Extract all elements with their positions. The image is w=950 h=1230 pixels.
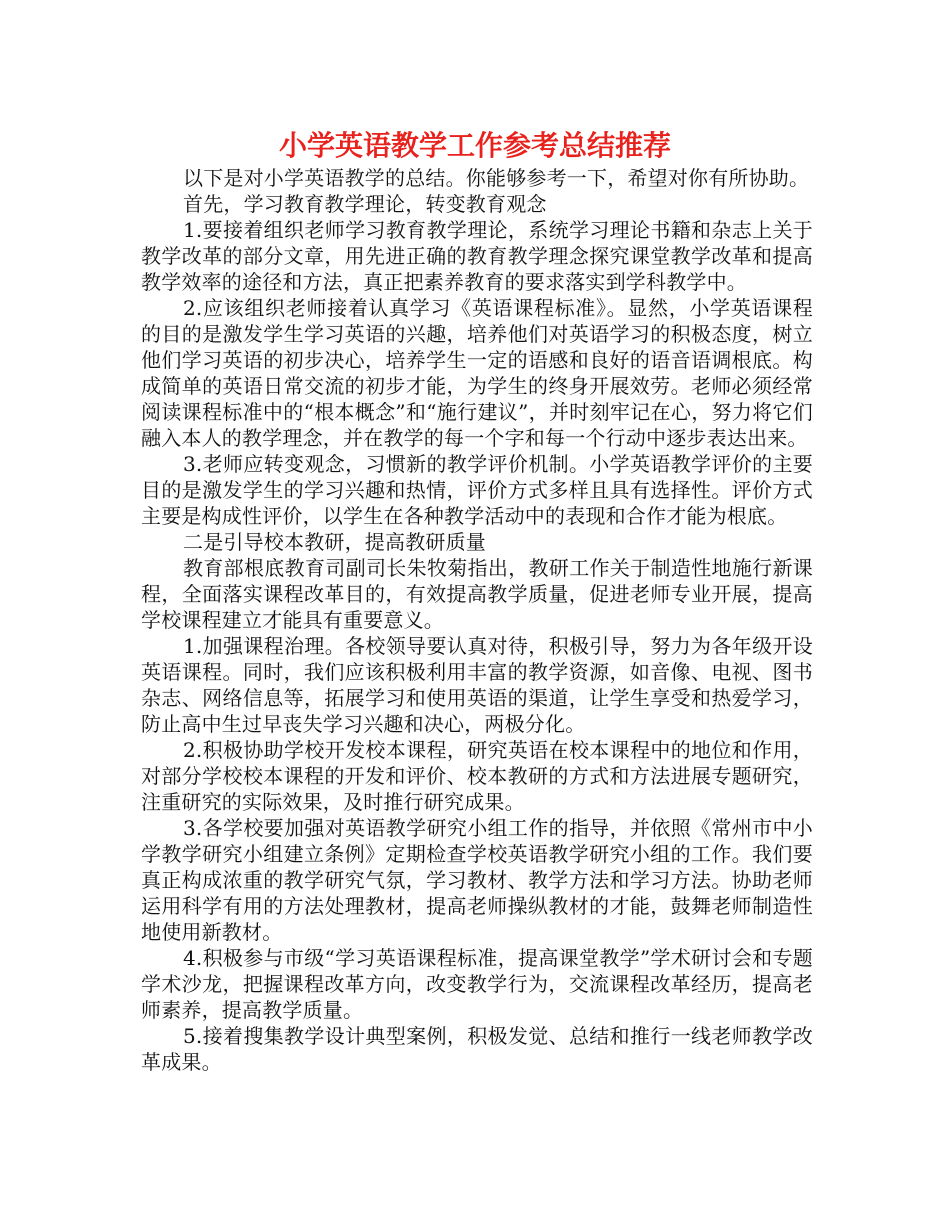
- paragraph-intro: 以下是对小学英语教学的总结。你能够参考一下，希望对你有所协助。: [183, 166, 810, 190]
- section-heading-1: 首先，学习教育教学理论，转变教育观念: [183, 192, 547, 216]
- document-title: 小学英语教学工作参考总结推荐: [278, 129, 671, 162]
- paragraph: 教育部根底教育司副司长朱牧菊指出，教研工作关于制造性地施行新课程，全面落实课程改革目的，有效提高教学质量，促进老师专业开展，提高学校课程建立才能具有重要意义。: [141, 556, 813, 632]
- paragraph: 4.积极参与市级“学习英语课程标准，提高课堂教学”学术研讨会和专题学术沙龙，把握课程改革方向，改变教学行为，交流课程改革经历，提高老师素养，提高教学质量。: [141, 946, 813, 1022]
- paragraph: 2.积极协助学校开发校本课程，研究英语在校本课程中的地位和作用，对部分学校校本课程的开发和评价、校本教研的方式和方法进展专题研究，注重研究的实际效果，及时推行研究成果。: [141, 738, 813, 814]
- paragraph: 2.应该组织老师接着认真学习《英语课程标准》。显然，小学英语课程的目的是激发学生学习英语的兴趣，培养他们对英语学习的积极态度，树立他们学习英语的初步决心，培养学生一定的语感和良好的语音语调根底。构成简单的英语日常交流的初步才能，为学生的终身开展效劳。老师必须经常阅读课程标准中的“根本概念”和“施行建议”，并时刻牢记在心，努力将它们融入本人的教学理念，并在教学的每一个字和每一个行动中逐步表达出来。: [141, 296, 813, 450]
- paragraph: 1.要接着组织老师学习教育教学理论，系统学习理论书籍和杂志上关于教学改革的部分文章，用先进正确的教育教学理念探究课堂教学改革和提高教学效率的途径和方法，真正把素养教育的要求落实到学科教学中。: [141, 218, 813, 294]
- paragraph: 3.各学校要加强对英语教学研究小组工作的指导，并依照《常州市中小学教学研究小组建立条例》定期检查学校英语教学研究小组的工作。我们要真正构成浓重的教学研究气氛，学习教材、教学方法和学习方法。协助老师运用科学有用的方法处理教材，提高老师操纵教材的才能，鼓舞老师制造性地使用新教材。: [141, 816, 813, 944]
- document-body: [141, 165, 813, 1075]
- paragraph: 5.接着搜集教学设计典型案例，积极发觉、总结和推行一线老师教学改革成果。: [141, 1024, 813, 1074]
- paragraph: 3.老师应转变观念，习惯新的教学评价机制。小学英语教学评价的主要目的是激发学生的学习兴趣和热情，评价方式多样且具有选择性。评价方式主要是构成性评价，以学生在各种教学活动中的表现和合作才能为根底。: [141, 452, 813, 528]
- paragraph: 1.加强课程治理。各校领导要认真对待，积极引导，努力为各年级开设英语课程。同时，我们应该积极利用丰富的教学资源，如音像、电视、图书杂志、网络信息等，拓展学习和使用英语的渠道，让学生享受和热爱学习，防止高中生过早丧失学习兴趣和决心，两极分化。: [141, 634, 813, 736]
- section-heading-2: 二是引导校本教研，提高教研质量: [183, 530, 486, 554]
